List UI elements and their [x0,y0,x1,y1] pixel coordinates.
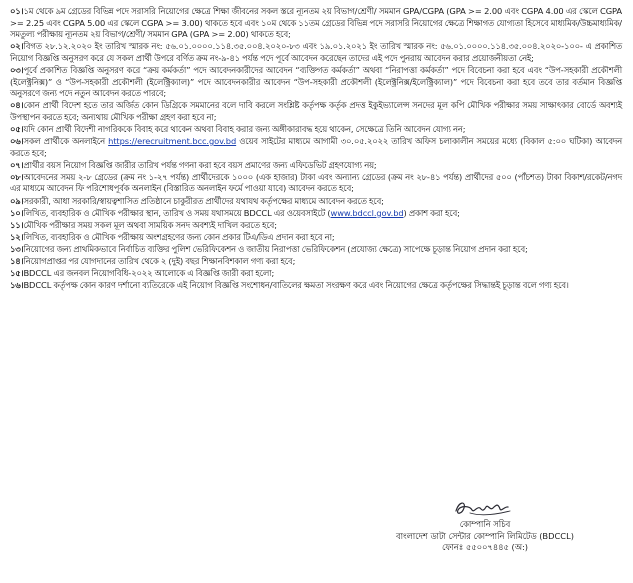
signature-block [340,497,630,554]
clause-number: ০৭। [10,159,24,170]
clause-text: আবেদনের সময় ২-৮ গ্রেডের (ক্রম নং ১-২৭ পর্যন্ত) প্রার্থীদেরকে ১০০০ (এক হাজার) টাকা এবং অন্যান্য গ্রেডের (ক্রম নং ২৮-৪১ পর্যন্ত) প্রার্থীদের ৫০০ (পাঁচশত) টাকা বিকাশ/রকেট/নগদ এর মাধ্যমে আবেদন ফি পরিশোধপূর্বক অনলাইন (বিস্তারিত অনলাইন ফর্মে পাওয়া যাবে) আবেদন করতে হবে; [10,171,622,194]
notice-clauses [10,6,622,292]
clause-number: ১৬। [10,280,24,291]
clause-text: লিখিত, ব্যবহারিক ও মৌখিক পরীক্ষার স্থান, তারিখ ও সময় যথাসময়ে BDCCL এর ওয়েবসাইটে ( [23,207,331,218]
clause-text: BDCCL এর জনবল নিয়োগবিধি-২০২২ আলোকে এ বিজ্ঞপ্তি জারী করা হলো; [23,268,275,279]
clause-text: নিয়োগের জন্য প্রাথমিকভাবে নির্বাচিত ব্যক্তির পুলিশ ভেরিফিকেশন ও জাতীয় নিরাপত্তা ভেরিফিকেশন (প্রযোজ্য ক্ষেত্রে) সাপেক্ষে চূড়ান্ত নিয়োগ প্রদান করা হবে; [23,243,528,254]
clause-text: কোন প্রার্থী বিদেশ হতে তার অর্জিত কোন ডিগ্রিকে সমমানের বলে দাবি করলে সংশ্লিষ্ট কর্তৃপক্ষ কর্তৃক প্রদত্ত ইকুইভ্যালেন্স সনদের মূল কপি মৌখিক পরীক্ষার সময় সাক্ষাৎকার বোর্ডে অবশ্যই উপস্থাপন করতে হবে; অন্যথায় মৌখিক পরীক্ষা গ্রহণ করা হবে না; [10,100,622,122]
clause-16 [10,280,622,292]
clause-15 [10,268,622,280]
clause-03 [10,65,622,100]
clause-05 [10,124,622,136]
clause-number: ০৯। [10,195,24,206]
clause-text: ১ম থেকে ৯ম গ্রেডের বিভিন্ন পদে সরাসরি নিয়োগের ক্ষেত্রে শিক্ষা জীবনের সকল স্তরে ন্যূনতম ২য় বিভাগ/শ্রেণী/ সমমান GPA/CGPA (GPA >= 2.00 এবং CGPA 4.00 এর স্কেলে CGPA >= 2.25 এবং CGPA 5.00 এর স্কেলে CGPA >= 3.00) থাকতে হবে এবং ১০ম থেকে ১১তম গ্রেডের বিভিন্ন পদে সরাসরি নিয়োগের ক্ষেত্রে শিক্ষাগত যোগ্যতা হিসেবে মাধ্যমিক/উচ্চমাধ্যমিক/সমতুল্য পরীক্ষায় ন্যূনতম ২য় বিভাগ/শ্রেণী/ সমমান GPA (GPA >= 2.00) থাকতে হবে; [10,6,622,40]
handwritten-signature [450,497,520,519]
clause-04 [10,100,622,123]
clause-text: পূর্বে প্রকাশিত বিজ্ঞপ্তি অনুসরণ করে “ক্রয় কর্মকর্তা” পদে আবেদনকারীদের আবেদন “ব্যক্তিগত কর্মকর্তা” অথবা “নিরাপত্তা কর্মকর্তা” পদে বিবেচনা করা হবে এবং “উপ-সহকারী প্রকৌশলী (ইলেক্ট্রনিক্স)” ও “উপ-সহকারী প্রকৌশলী (ইলেক্ট্রিক্যাল)” পদে আবেদনকারীর আবেদন “উপ-সহকারী প্রকৌশলী (ইলেক্ট্রনিক্স/ইলেক্ট্রিক্যাল)” পদে বিবেচনা করা হবে তবে তার বর্তমান বিজ্ঞপ্তি অনুসরণে জন্য পদে নতুন আবেদন করতে পারবে; [10,64,622,99]
clause-number: ০৫। [10,123,24,134]
clause-text: ) প্রকাশ করা হবে; [403,207,460,218]
clause-text: সরকারী, আধা সরকারি/স্বায়ত্বশাসিত প্রতিষ্ঠানে চাকুরীরত প্রার্থীদের যথাযথ কর্তৃপক্ষের মাধ্যমে আবেদন করতে হবে; [23,195,384,206]
bdccl-website-link[interactable]: www.bdccl.gov.bd [330,207,404,218]
clause-number: ১৪। [10,255,24,266]
clause-number: ১৫। [10,268,24,279]
clause-02 [10,41,622,64]
clause-number: ০৮। [10,171,24,182]
clause-text: নিয়োগপ্রাপ্তর পর যোগদানের তারিখ থেকে ২ (দুই) বছর শিক্ষানবিশকাল গণ্য করা হবে; [23,255,296,266]
clause-text: ওয়েব সাইটের মাধ্যমে আগামী ৩০.০৫.২০২২ তারিখ অফিস চলাকালীন সময়ের মধ্যে (বিকাল ৫:০০ ঘটিকা) আবেদন করতে হবে; [10,136,622,158]
clause-07 [10,160,622,172]
clause-number: ১৩। [10,243,24,254]
signatory-title: কোম্পানি সচিব [459,519,511,529]
clause-number: ০৪। [10,100,24,111]
clause-number: ০১। [10,6,24,16]
clause-10 [10,208,622,220]
clause-number: ০৩। [10,64,24,75]
clause-text: BDCCL কর্তৃপক্ষ কোন কারণ দর্শানো ব্যতিরেকে এই নিয়োগ বিজ্ঞপ্তি সংশোধন/বাতিলের ক্ষমতা সংরক্ষণ করে এবং নিয়োগের ক্ষেত্রে কর্তৃপক্ষের সিদ্ধান্তই চূড়ান্ত বলে গণ্য হবে। [23,280,569,291]
clause-text: বিগত ২৮.১২.২০২০ ইং তারিখ স্মারক নং: ৫৬.০১.০০০০.১১৪.৩৫.০০৪.২০২০-৮৩ এবং ১৯.০১.২০২১ ইং তারিখ স্মারক নং: ৫৬.০১.০০০০.১১৪.৩৫.০০৪.২০২০-১০০- এ প্রকাশিত নিয়োগ বিজ্ঞপ্তি অনুসরণ করে যে সকল প্রার্থী উপরে বর্ণিত ক্রম নং-৯-৪১ পর্যন্ত পদে পূর্বে আবেদন করেছেন তাদের এই পদে পুনরায় আবেদন করার প্রয়োজনীয়তা নেই; [10,41,622,63]
clause-text: সকল প্রার্থীকে অনলাইনে [23,136,109,147]
clause-number: ১০। [10,207,24,218]
phone-number: ফোনঃ ৫৫০০৭৪৪৫ (অ:) [441,542,529,552]
clause-number: ১২। [10,231,24,242]
organization-name: বাংলাদেশ ডাটা সেন্টার কোম্পানি লিমিটেড (BDCCL) [396,530,574,541]
clause-01 [10,6,622,41]
clause-text: মৌখিক পরীক্ষার সময় সকল মূল অথবা সাময়িক সনদ অবশ্যই দাখিল করতে হবে; [23,219,277,230]
clause-11 [10,220,622,232]
clause-text: লিখিত, ব্যবহারিক ও মৌখিক পরীক্ষায় অংশগ্রহণের জন্য কোন প্রকার টিএ/ডিএ প্রদান করা হবে না; [23,231,335,242]
clause-number: ০৬। [10,136,24,147]
clause-number: ০২। [10,41,24,52]
clause-08 [10,172,622,195]
clause-06 [10,136,622,159]
erecruitment-link[interactable]: https://erecruitment.bcc.gov.bd [108,136,237,147]
clause-09 [10,196,622,208]
clause-number: ১১। [10,219,24,230]
clause-text: যদি কোন প্রার্থী বিদেশী নাগরিককে বিবাহ করে থাকেন অথবা বিবাহ করার জন্য অঙ্গীকারাবদ্ধ হয়ে থাকেন, সেক্ষেত্রে তিনি আবেদন যোগ্য নন; [23,123,466,134]
clause-14 [10,256,622,268]
clause-13 [10,244,622,256]
clause-12 [10,232,622,244]
clause-text: প্রার্থীর বয়স নিয়োগ বিজ্ঞপ্তি জারীর তারিখ পর্যন্ত গণনা করা হবে বয়স প্রমাণের জন্য এফিডেভিট গ্রহণযোগ্য নয়; [23,159,377,170]
